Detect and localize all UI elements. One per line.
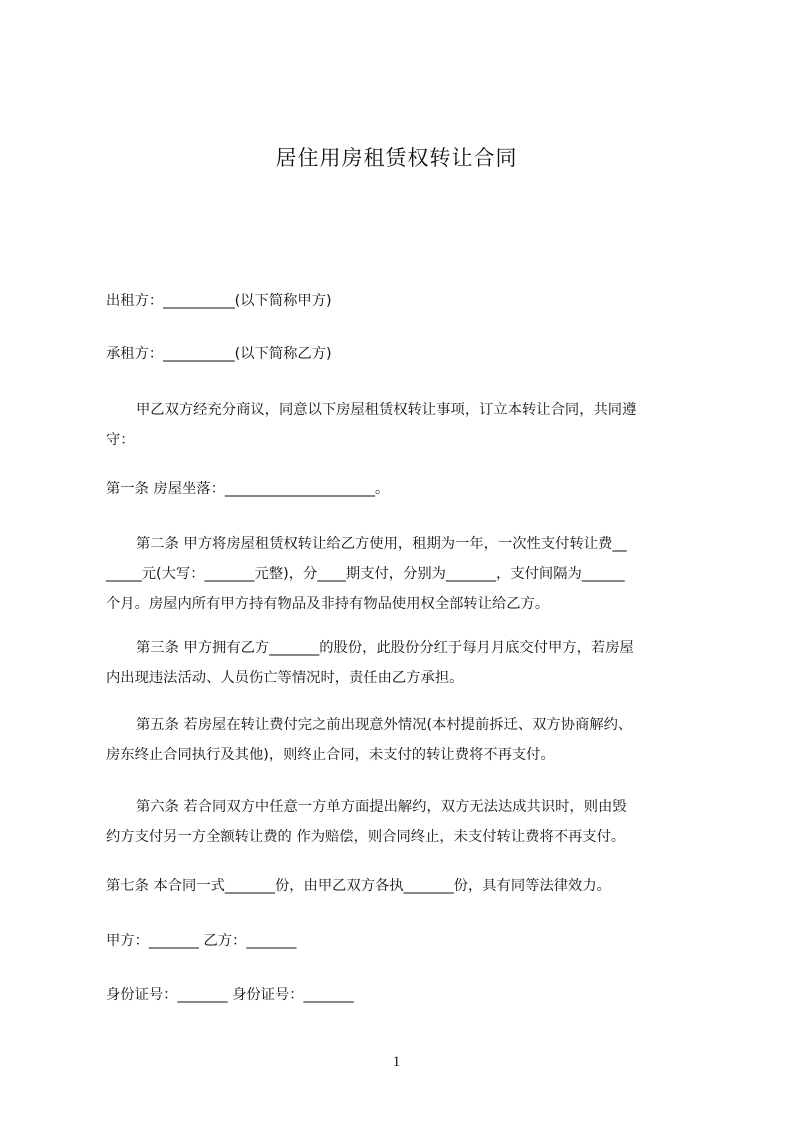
article-2-line-1: 第二条 甲方将房屋租赁权转让给乙方使用，租期为一年，一次性支付转让费__ — [136, 536, 627, 552]
preamble-line-1: 甲乙双方经充分商议，同意以下房屋租赁权转让事项，订立本转让合同，共同遵 — [136, 402, 637, 418]
article-2-line-2: _____元(大写：_______元整)，分____期支付，分别为_______，支付间隔为______ — [106, 566, 625, 582]
article-5-line-2: 房东终止合同执行及其他)，则终止合同，未支付的转让费将不再支付。 — [106, 747, 555, 763]
preamble-paragraph — [106, 395, 702, 455]
article-7: 第七条 本合同一式_______份，由甲乙双方各执_______份，具有同等法律效力。 — [106, 878, 611, 894]
article-3-line-1: 第三条 甲方拥有乙方_______的股份，此股份分红于每月月底交付甲方，若房屋 — [136, 640, 634, 656]
preamble-line-2: 守： — [106, 432, 135, 448]
article-5-line-1: 第五条 若房屋在转让费付完之前出现意外情况(本村提前拆迁、双方协商解约、 — [136, 717, 633, 733]
article-3-line-2: 内出现违法活动、人员伤亡等情况时，责任由乙方承担。 — [106, 670, 464, 686]
article-6-line-1: 第六条 若合同双方中任意一方单方面提出解约，双方无法达成共识时，则由毁 — [136, 799, 627, 815]
article-5-paragraph — [106, 710, 702, 770]
article-1: 第一条 房屋坐落：_____________________。 — [106, 481, 390, 497]
article-2-line-3: 个月。房屋内所有甲方持有物品及非持有物品使用权全部转让给乙方。 — [106, 596, 550, 612]
article-3-paragraph — [106, 633, 702, 693]
id-number-line: 身份证号：_______ 身份证号：_______ — [106, 987, 354, 1003]
signature-line: 甲方：_______ 乙方：_______ — [106, 933, 297, 949]
document-title: 居住用房租赁权转让合同 — [275, 146, 518, 170]
article-6-line-2: 约方支付另一方全额转让费的 作为赔偿，则合同终止，未支付转让费将不再支付。 — [106, 829, 626, 845]
page-number: 1 — [392, 1054, 401, 1070]
article-2-paragraph — [106, 529, 702, 619]
lessee-line: 承租方：__________(以下简称乙方) — [106, 346, 332, 362]
lessor-line: 出租方：__________(以下简称甲方) — [106, 293, 332, 309]
article-6-paragraph — [106, 792, 702, 852]
